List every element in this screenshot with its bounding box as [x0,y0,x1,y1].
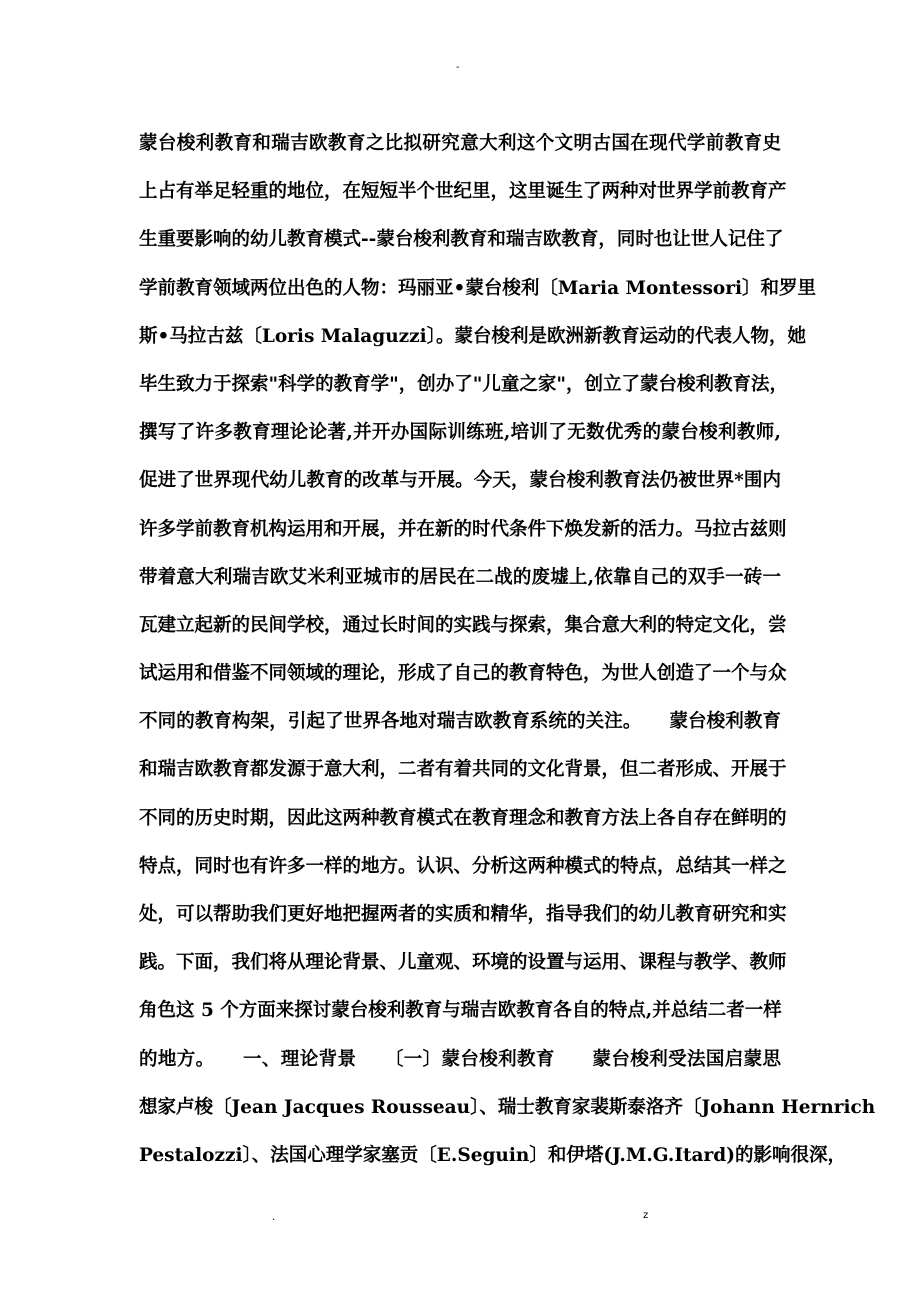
text-line: 许多学前教育机构运用和开展，并在新的时代条件下焕发新的活力。马拉古兹则 [139,518,787,540]
text-line: 促进了世界现代幼儿教育的改革与开展。今天，蒙台梭利教育法仍被世界*围内 [139,470,781,492]
text-line: 角色这 5 个方面来探讨蒙台梭利教育与瑞吉欧教育各自的特点,并总结二者一样 [139,1000,782,1022]
text-line: 毕生致力于探索"科学的教育学"，创办了"儿童之家"，创立了蒙台梭利教育法， [139,373,789,395]
text-line: 不同的教育构架，引起了世界各地对瑞吉欧教育系统的关注。 蒙台梭利教育 [139,711,781,733]
text-line: 特点，同时也有许多一样的地方。认识、分析这两种模式的特点，总结其一样之 [139,855,787,877]
text-line: 生重要影响的幼儿教育模式--蒙台梭利教育和瑞吉欧教育，同时也让世人记住了 [139,229,784,251]
article-body [139,120,876,1180]
text-line: 试运用和借鉴不同领域的理论，形成了自己的教育特色，为世人创造了一个与众 [139,663,787,685]
text-line: 想家卢梭〔Jean Jacques Rousseau〕、瑞士教育家裴斯泰洛齐〔Johann Hernrich [139,1096,876,1118]
text-line: 的地方。 一、理论背景 〔一〕蒙台梭利教育 蒙台梭利受法国启蒙思 [139,1048,781,1070]
text-line: 上占有举足轻重的地位，在短短半个世纪里，这里诞生了两种对世界学前教育产 [139,181,787,203]
page-header-mark: - [456,62,460,73]
text-line: Pestalozzi〕、法国心理学家塞贡〔E.Seguin〕和伊塔(J.M.G.Itard)的影响很深， [139,1144,846,1166]
footer-left-mark: . [272,1212,276,1223]
text-line: 不同的历史时期，因此这两种教育模式在教育理念和教育方法上各自存在鲜明的 [139,807,787,829]
text-line: 瓦建立起新的民间学校，通过长时间的实践与探索，集合意大利的特定文化，尝 [139,614,787,636]
text-line: 践。下面，我们将从理论背景、儿童观、环境的设置与运用、课程与教学、教师 [139,952,787,974]
text-line: 处，可以帮助我们更好地把握两者的实质和精华，指导我们的幼儿教育研究和实 [139,904,787,925]
text-line: 蒙台梭利教育和瑞吉欧教育之比拟研究意大利这个文明古国在现代学前教育史 [139,133,781,154]
text-line: 学前教育领域两位出色的人物：玛丽亚•蒙台梭利〔Maria Montessori〕和罗里 [139,277,817,299]
text-line: 和瑞吉欧教育都发源于意大利，二者有着共同的文化背景，但二者形成、开展于 [139,759,787,781]
footer-right-mark: z [643,1210,649,1221]
text-line: 带着意大利瑞吉欧艾米利亚城市的居民在二战的废墟上,依靠自己的双手一砖一 [139,566,781,588]
text-line: 撰写了许多教育理论论著,并开办国际训练班,培训了无数优秀的蒙台梭利教师, [139,422,781,444]
text-line: 斯•马拉古兹〔Loris Malaguzzi〕。蒙台梭利是欧洲新教育运动的代表人物，她 [139,325,806,347]
